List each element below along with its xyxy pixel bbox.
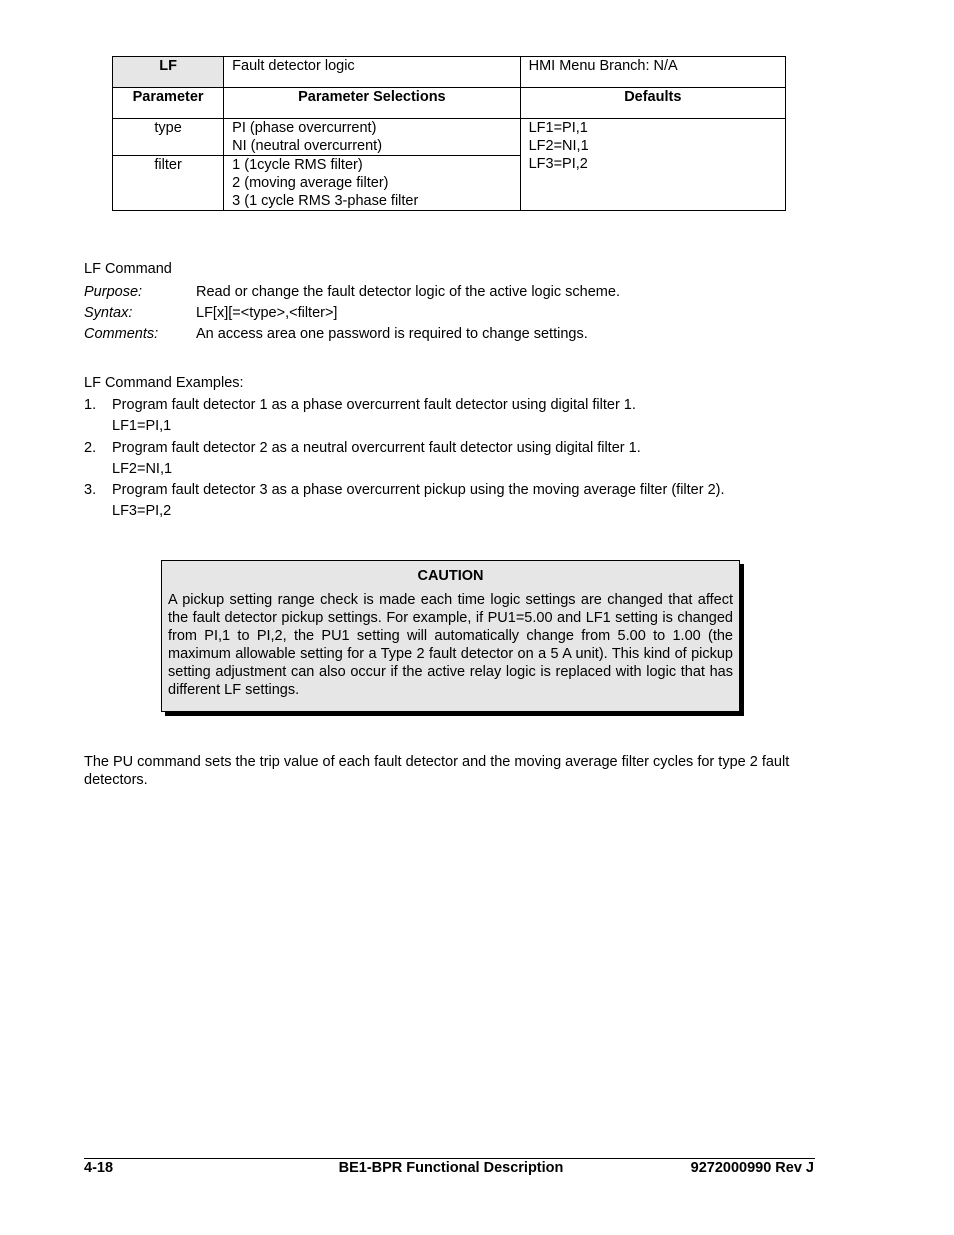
examples-title: LF Command Examples: [84,375,244,391]
table-title-row [113,57,786,88]
pu-command-paragraph: The PU command sets the trip value of each fault detector and the moving average filter cycles for type 2 fault detectors. [84,754,790,788]
default-value: LF2=NI,1 [528,138,589,154]
footer-doc-number: 9272000990 Rev J [690,1160,814,1176]
syntax-row [84,303,337,324]
header-parameter: Parameter [113,88,224,119]
purpose-text: Read or change the fault detector logic of the active logic scheme. [196,284,620,300]
comments-row [84,324,588,345]
example-code: LF1=PI,1 [112,418,172,434]
footer-title: BE1-BPR Functional Description [338,1160,564,1176]
table-row [113,119,786,156]
example-text: Program fault detector 3 as a phase overcurrent pickup using the moving average filter (filter 2). [112,482,725,498]
table-header-row [113,88,786,119]
param-selections [224,156,520,211]
purpose-label: Purpose: [84,284,143,300]
footer-page-number: 4-18 [84,1160,114,1176]
syntax-label: Syntax: [84,305,133,321]
caution-text: A pickup setting range check is made each time logic settings are changed that affect the fault detector pickup settings. For example, if PU1=5.00 and LF1 setting is changed from PI,1 to PI,2, the PU1 setting will automatically change from 5.00 to 1.00 (the maximum allowable setting for a Type 2 fault detector on a 5 A unit). This kind of pickup setting adjustment can also occur if the active relay logic is replaced with logic that has different LF settings. [168,592,733,698]
example-text: Program fault detector 2 as a neutral overcurrent fault detector using digital filter 1. [112,440,641,456]
default-value: LF3=PI,2 [528,156,588,172]
selection-item: PI (phase overcurrent) [232,120,377,136]
selection-item: 1 (1cycle RMS filter) [232,157,363,173]
param-name: type [113,119,224,156]
syntax-text: LF[x][=<type>,<filter>] [196,305,338,321]
example-code: LF3=PI,2 [112,503,172,519]
lf-settings-table [112,56,786,211]
list-item [84,438,641,459]
menu-branch-cell: HMI Menu Branch: N/A [520,57,785,88]
comments-label: Comments: [84,326,159,342]
comments-text: An access area one password is required to change settings. [196,326,588,342]
command-title: LF Command [84,261,172,277]
selection-item: NI (neutral overcurrent) [232,138,383,154]
header-defaults: Defaults [520,88,785,119]
list-number: 1. [84,397,97,413]
function-cell: Fault detector logic [224,57,520,88]
header-selections: Parameter Selections [224,88,520,119]
defaults-cell [520,119,785,211]
list-item [84,395,636,416]
command-code-cell: LF [113,57,224,88]
selection-item: 2 (moving average filter) [232,175,389,191]
list-number: 3. [84,482,97,498]
example-text: Program fault detector 1 as a phase overcurrent fault detector using digital filter 1. [112,397,636,413]
caution-title: CAUTION [417,568,484,584]
example-code: LF2=NI,1 [112,461,173,477]
param-name: filter [113,156,224,211]
selection-item: 3 (1 cycle RMS 3-phase filter [232,193,419,209]
param-selections [224,119,520,156]
list-item [84,480,725,501]
default-value: LF1=PI,1 [528,120,588,136]
purpose-row [84,282,620,303]
list-number: 2. [84,440,97,456]
caution-box [161,560,740,712]
footer-divider [84,1158,815,1159]
